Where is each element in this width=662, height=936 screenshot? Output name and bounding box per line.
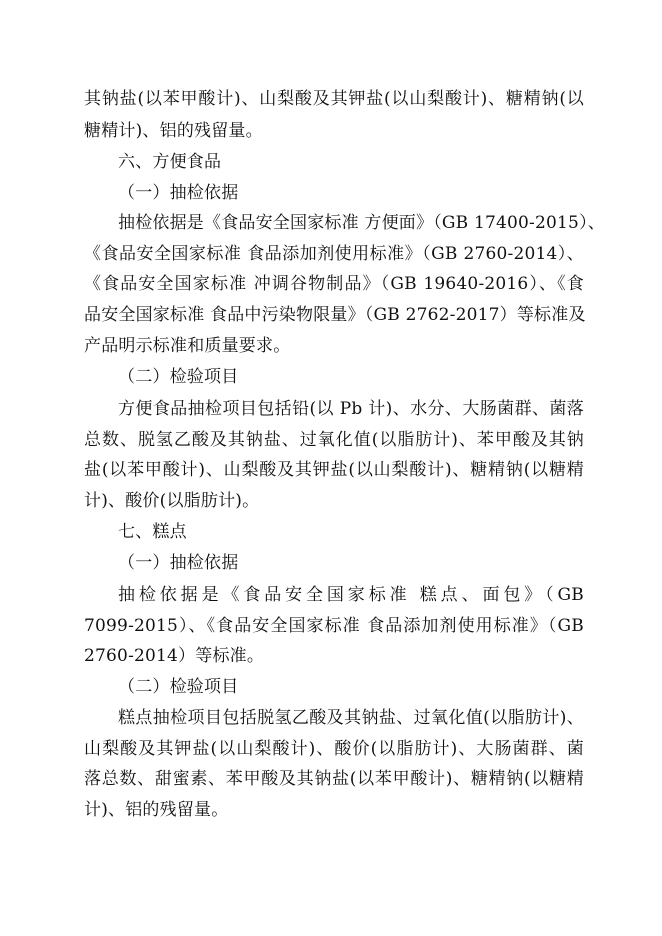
paragraph-line: 山梨酸及其钾盐(以山梨酸计)、酸价(以脂肪计)、大肠菌群、菌 [84, 739, 584, 759]
paragraph-line: 品安全国家标准 食品中污染物限量》（GB 2762-2017）等标准及 [84, 305, 586, 325]
paragraph-line: 其钠盐(以苯甲酸计)、山梨酸及其钾盐(以山梨酸计)、糖精钠(以 [84, 89, 584, 109]
section-heading: 六、方便食品 [118, 152, 222, 172]
subsection-heading: （一）抽检依据 [118, 183, 239, 203]
paragraph-line: 计)、铝的残留量。 [84, 800, 229, 820]
paragraph-line: 7099-2015）、《食品安全国家标准 食品添加剂使用标准》（GB [84, 616, 584, 636]
subsection-heading: （二）检验项目 [118, 677, 239, 697]
paragraph-line: 总数、脱氢乙酸及其钠盐、过氧化值(以脂肪计)、苯甲酸及其钠 [84, 430, 584, 450]
paragraph-line: 方便食品抽检项目包括铅(以 Pb 计)、水分、大肠菌群、菌落 [118, 399, 584, 419]
paragraph-line: 糖精计)、铝的残留量。 [84, 121, 263, 141]
paragraph-line: 产品明示标准和质量要求。 [84, 336, 291, 356]
paragraph-line: 计)、酸价(以脂肪计)。 [84, 491, 260, 511]
subsection-heading: （一）抽检依据 [118, 553, 239, 573]
paragraph-line: 落总数、甜蜜素、苯甲酸及其钠盐(以苯甲酸计)、糖精钠(以糖精 [84, 769, 584, 789]
section-heading: 七、糕点 [118, 522, 187, 542]
subsection-heading: （二）检验项目 [118, 367, 239, 387]
paragraph-line: 糕点抽检项目包括脱氢乙酸及其钠盐、过氧化值(以脂肪计)、 [118, 708, 584, 728]
paragraph-line: 《食品安全国家标准 冲调谷物制品》（GB 19640-2016）、《食 [84, 274, 584, 294]
paragraph-line: 抽检依据是《食品安全国家标准 方便面》（GB 17400-2015）、 [118, 213, 605, 233]
paragraph-line: 抽检依据是《食品安全国家标准 糕点、面包》（GB [118, 585, 584, 605]
paragraph-line: 2760-2014）等标准。 [84, 646, 265, 666]
paragraph-line: 《食品安全国家标准 食品添加剂使用标准》（GB 2760-2014）、 [84, 244, 584, 264]
paragraph-line: 盐(以苯甲酸计)、山梨酸及其钾盐(以山梨酸计)、糖精钠(以糖精 [84, 460, 584, 480]
